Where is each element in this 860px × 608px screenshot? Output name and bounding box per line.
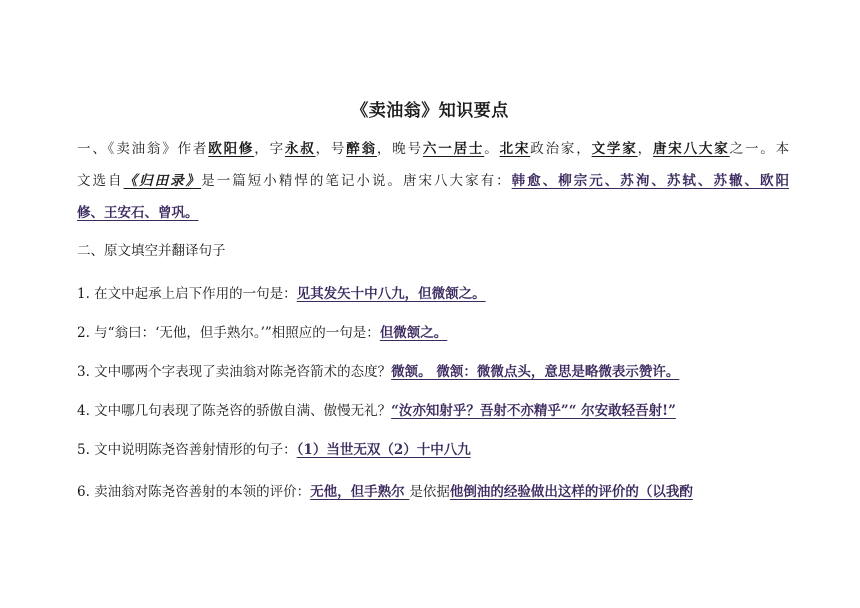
question-text: 5. 文中说明陈尧咨善射情形的句子： bbox=[77, 442, 297, 458]
text: ，晚号 bbox=[376, 141, 423, 157]
answer-text: 见其发矢十中八九，但微颔之。 bbox=[296, 286, 486, 302]
answer-dynasty: 北宋 bbox=[499, 141, 531, 157]
answer-eight-masters-cont: 修、王安石、曾巩。 bbox=[77, 205, 199, 221]
question-6 bbox=[77, 482, 789, 502]
answer-text: “汝亦知射乎？吾射不亦精乎”“ 尔安敢轻吾射!” bbox=[391, 403, 676, 419]
text: 是一篇短小精悍的笔记小说。唐宋八大家有： bbox=[201, 173, 512, 189]
question-text: 2. 与“翁曰：‘无他，但手熟尔。’”相照应的一句是： bbox=[77, 325, 380, 341]
text: ， bbox=[637, 141, 653, 157]
answer-group: 唐宋八大家 bbox=[652, 141, 730, 157]
answer-pseudonym: 醉翁 bbox=[346, 141, 377, 157]
question-3 bbox=[77, 362, 789, 382]
section1-line3 bbox=[77, 203, 789, 223]
answer-source-book: 《归田录》 bbox=[123, 173, 202, 189]
question-4 bbox=[77, 401, 789, 421]
answer-text: 微颔。 微颔：微微点头，意思是略微表示赞许。 bbox=[391, 364, 680, 380]
question-5 bbox=[77, 440, 789, 460]
text: 。 bbox=[484, 141, 500, 157]
section2-heading: 二、原文填空并翻译句子 bbox=[77, 243, 226, 259]
question-text: 6. 卖油翁对陈尧咨善射的本领的评价： bbox=[77, 484, 311, 500]
text: 一、《卖油翁》作者 bbox=[77, 141, 209, 157]
answer-courtesy-name: 永叔 bbox=[284, 141, 316, 157]
text: 文选自 bbox=[77, 173, 124, 189]
answer-identity: 文学家 bbox=[591, 141, 638, 157]
question-text: 3. 文中哪两个字表现了卖油翁对陈尧咨箭术的态度？ bbox=[77, 364, 392, 380]
question-text: 1. 在文中起承上启下作用的一句是： bbox=[77, 286, 297, 302]
text: 之一。本 bbox=[729, 141, 790, 157]
text: 政治家， bbox=[530, 141, 592, 157]
text: ，字 bbox=[254, 141, 285, 157]
answer-author: 欧阳修 bbox=[208, 141, 255, 157]
section1-line2 bbox=[77, 171, 789, 191]
answer-text-2: 他倒油的经验做出这样的评价的（以我酌 bbox=[449, 484, 693, 500]
text: ，号 bbox=[315, 141, 347, 157]
text: 是依据 bbox=[409, 484, 450, 500]
question-text: 4. 文中哪几句表现了陈尧咨的骄傲自满、傲慢无礼？ bbox=[77, 403, 392, 419]
answer-text: （1）当世无双（2）十中八九 bbox=[296, 442, 471, 458]
answer-late-pseudonym: 六一居士 bbox=[422, 141, 485, 157]
section1-line1 bbox=[77, 139, 789, 159]
question-2 bbox=[77, 323, 789, 343]
answer-text: 无他，但手熟尔 bbox=[310, 484, 410, 500]
answer-eight-masters: 韩愈、柳宗元、苏洵、苏轼、苏辙、欧阳 bbox=[511, 173, 790, 189]
question-1 bbox=[77, 284, 789, 304]
document-title: 《卖油翁》知识要点 bbox=[351, 101, 509, 121]
answer-text: 但微颔之。 bbox=[379, 325, 448, 341]
